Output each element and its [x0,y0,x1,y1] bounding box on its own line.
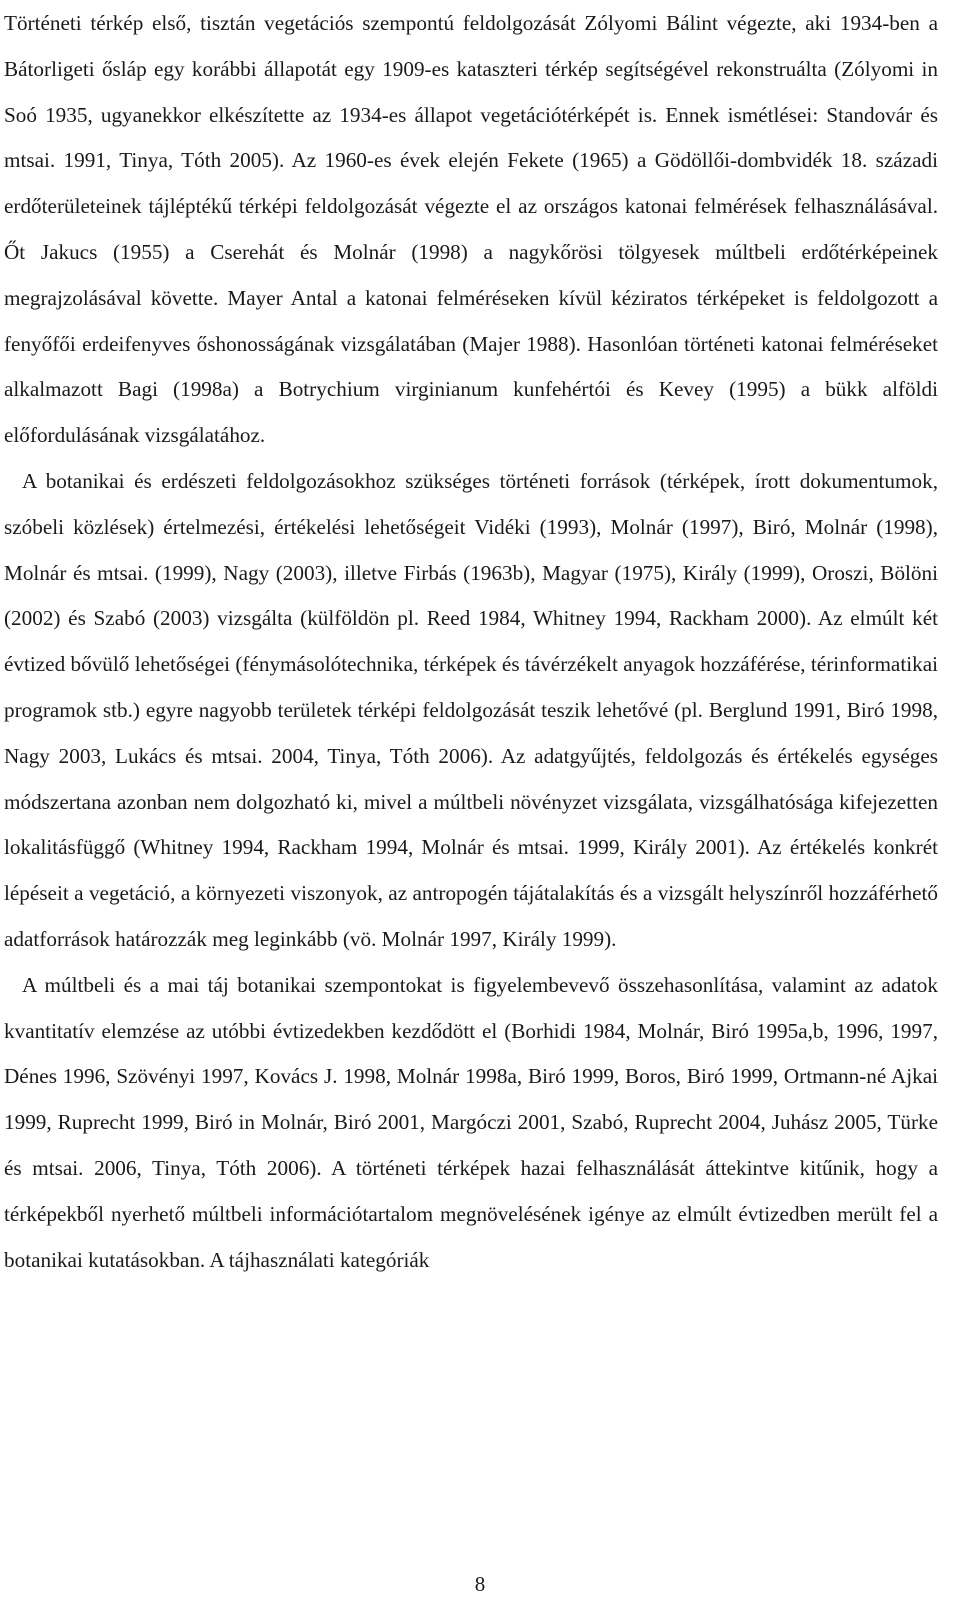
paragraph-3: A múltbeli és a mai táj botanikai szempontokat is figyelembevevő összehasonlítása, valamint az adatok kvantitatív elemzése az utóbbi évtizedekben kezdődött el (Borhidi 1984, Molnár, Biró 1995a,b, 1996, 1997, Dénes 1996, Szövényi 1997, Kovács J. 1998, Molnár 1998a, Biró 1999, Boros, Biró 1999, Ortmann-né Ajkai 1999, Ruprecht 1999, Biró in Molnár, Biró 2001, Margóczi 2001, Szabó, Ruprecht 2004, Juhász 2005, Türke és mtsai. 2006, Tinya, Tóth 2006). A történeti térképek hazai felhasználását áttekintve kitűnik, hogy a térképekből nyerhető múltbeli információtartalom megnövelésének igénye az elmúlt évtizedben merült fel a botanikai kutatásokban. A tájhasználati kategóriák [4,972,938,1272]
paragraph-2: A botanikai és erdészeti feldolgozásokhoz szükséges történeti források (térképek, írott dokumentumok, szóbeli közlések) értelmezési, értékelési lehetőségeit Vidéki (1993), Molnár (1997), Biró, Molnár (1998), Molnár és mtsai. (1999), Nagy (2003), illetve Firbás (1963b), Magyar (1975), Király (1999), Oroszi, Bölöni (2002) és Szabó (2003) vizsgálta (külföldön pl. Reed 1984, Whitney 1994, Rackham 2000). Az elmúlt két évtized bővülő lehetőségei (fénymásolótechnika, térképek és távérzékelt anyagok hozzáférése, térinformatikai programok stb.) egyre nagyobb területek térképi feldolgozását teszik lehetővé (pl. Berglund 1991, Biró 1998, Nagy 2003, Lukács és mtsai. 2004, Tinya, Tóth 2006). Az adatgyűjtés, feldolgozás és értékelés egységes módszertana azonban nem dolgozható ki, mivel a múltbeli növényzet vizsgálata, vizsgálhatósága kifejezetten lokalitásfüggő (Whitney 1994, Rackham 1994, Molnár és mtsai. 1999, Király 2001). Az értékelés konkrét lépéseit a vegetáció, a környezeti viszonyok, az antropogén tájátalakítás és a vizsgált helyszínről hozzáférhető adatforrások határozzák meg leginkább (vö. Molnár 1997, Király 1999). [4,468,938,951]
page-number: 8 [474,1572,486,1596]
paragraph-1: Történeti térkép első, tisztán vegetációs szempontú feldolgozását Zólyomi Bálint végezte, aki 1934-ben a Bátorligeti ősláp egy korábbi állapotát egy 1909-es kataszteri térkép segítségével rekonstruálta (Zólyomi in Soó 1935, ugyanekkor elkészítette az 1934-es állapot vegetációtérképét is. Ennek ismétlései: Standovár és mtsai. 1991, Tinya, Tóth 2005). Az 1960-es évek elején Fekete (1965) a Gödöllői-dombvidék 18. századi erdőterületeinek tájléptékű térképi feldolgozását végezte el az országos katonai felmérések felhasználásával. Őt Jakucs (1955) a Cserehát és Molnár (1998) a nagykőrösi tölgyesek múltbeli erdőtérképeinek megrajzolásával követte. Mayer Antal a katonai felméréseken kívül kéziratos térképeket is feldolgozott a fenyőfői erdeifenyves őshonosságának vizsgálatában (Majer 1988). Hasonlóan történeti katonai felméréseket alkalmazott Bagi (1998a) a Botrychium virginianum kunfehértói és Kevey (1995) a bükk alföldi előfordulásának vizsgálatához. [4,11,938,448]
document-page [4,0,938,1283]
